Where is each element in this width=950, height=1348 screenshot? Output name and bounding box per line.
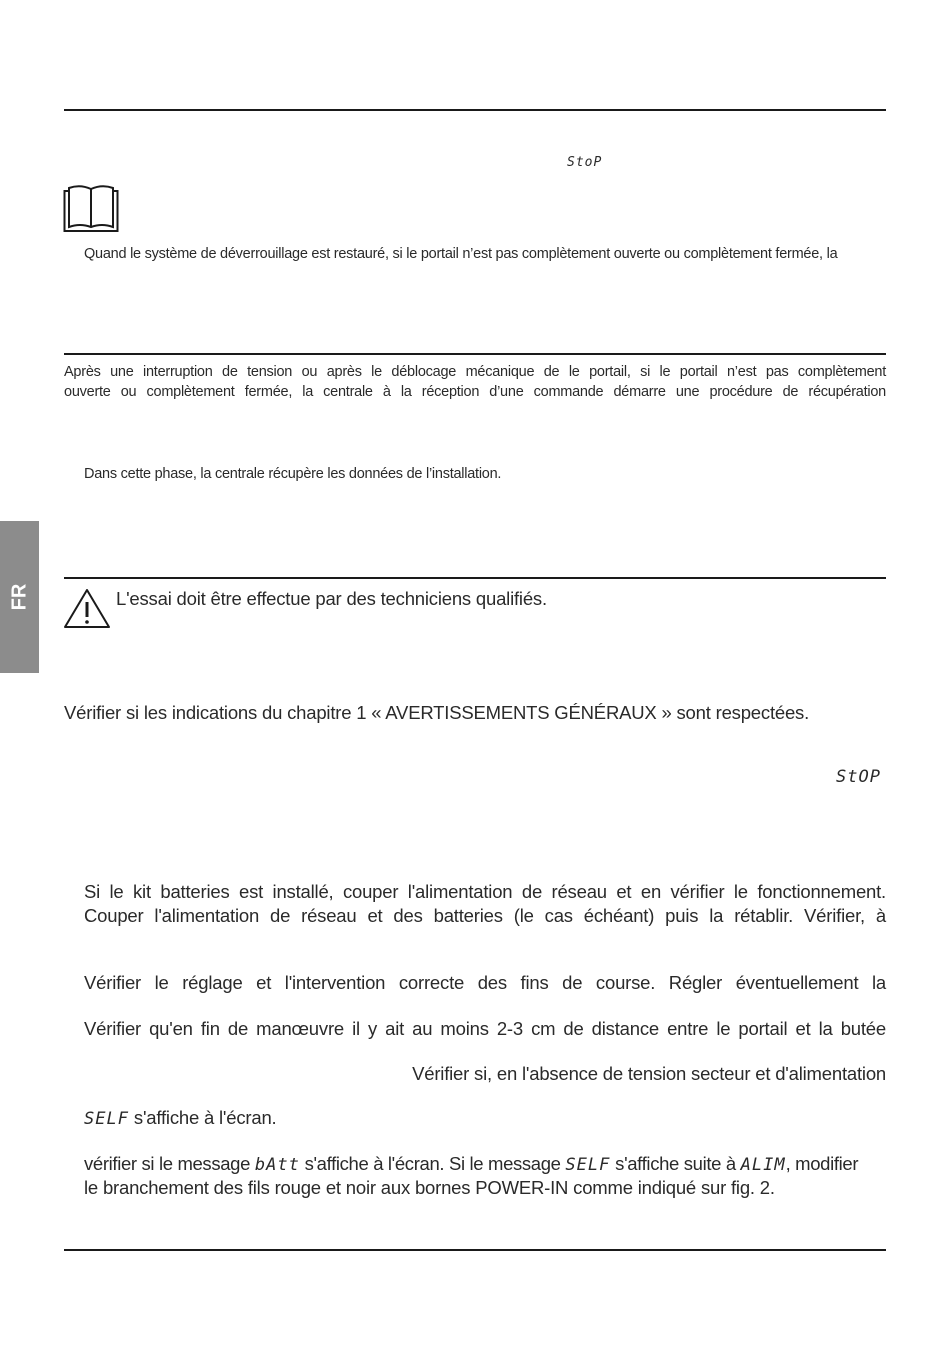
manual-book-icon bbox=[63, 183, 119, 233]
self-display-suffix: s'affiche à l'écran. bbox=[128, 1107, 277, 1128]
power-absence-check: Vérifier si, en l'absence de tension secteur et d'alimentation bbox=[412, 1063, 886, 1084]
unlock-note: Quand le système de déverrouillage est restauré, si le portail n’est pas complètement ouverte ou complètement fermée, la bbox=[84, 246, 838, 262]
battery-message-mid2: s'affiche suite à bbox=[610, 1153, 741, 1174]
battery-message-mid1: s'affiche à l'écran. Si le message bbox=[299, 1153, 566, 1174]
battery-message-end: , modifier bbox=[785, 1153, 859, 1174]
self-display-code: SELF bbox=[84, 1109, 129, 1129]
warning-triangle-icon bbox=[63, 587, 111, 629]
section-divider-2 bbox=[64, 353, 886, 355]
battery-message-line2: le branchement des fils rouge et noir aux bornes POWER-IN comme indiqué sur fig. 2. bbox=[84, 1177, 775, 1198]
end-stop-distance-check: Vérifier qu'en fin de manœuvre il y ait au moins 2-3 cm de distance entre le portail et la butée bbox=[84, 1018, 886, 1039]
language-tab-label: FR bbox=[8, 583, 30, 611]
recovery-phase-note: Dans cette phase, la centrale récupère les données de l’installation. bbox=[84, 466, 502, 482]
battery-check-line2: Couper l'alimentation de réseau et des batteries (le cas échéant) puis la rétablir. Vérifier, à bbox=[84, 905, 886, 926]
general-warnings-check: Vérifier si les indications du chapitre 1 « AVERTISSEMENTS GÉNÉRAUX » sont respectées. bbox=[64, 702, 810, 723]
recovery-paragraph-line1: Après une interruption de tension ou après le déblocage mécanique de le portail, si le portail n’est pas complètement bbox=[64, 364, 886, 380]
self-display-code-2: SELF bbox=[565, 1155, 611, 1175]
batt-display-code: bAtt bbox=[254, 1155, 300, 1175]
qualified-technicians-warning: L'essai doit être effectue par des techniciens qualifiés. bbox=[116, 588, 547, 609]
section-divider-3 bbox=[64, 577, 886, 579]
battery-check-line1: Si le kit batteries est installé, couper l'alimentation de réseau et en vérifier le fonctionnement. bbox=[84, 881, 886, 902]
stop-display-code-2: StOP bbox=[836, 767, 881, 787]
self-display-line bbox=[84, 1107, 276, 1129]
section-divider-bottom bbox=[64, 1249, 886, 1251]
stop-display-code: StoP bbox=[567, 155, 603, 170]
battery-message-prefix: vérifier si le message bbox=[84, 1153, 255, 1174]
alim-display-code: ALIM bbox=[740, 1155, 786, 1175]
limit-switch-check: Vérifier le réglage et l'intervention correcte des fins de course. Régler éventuellement la bbox=[84, 972, 886, 993]
section-divider-top bbox=[64, 109, 886, 111]
battery-message-line1 bbox=[84, 1153, 886, 1175]
language-tab bbox=[0, 521, 39, 673]
recovery-paragraph-line2: ouverte ou complètement fermée, la centrale à la réception d’une commande démarre une procédure de récupération bbox=[64, 384, 886, 400]
